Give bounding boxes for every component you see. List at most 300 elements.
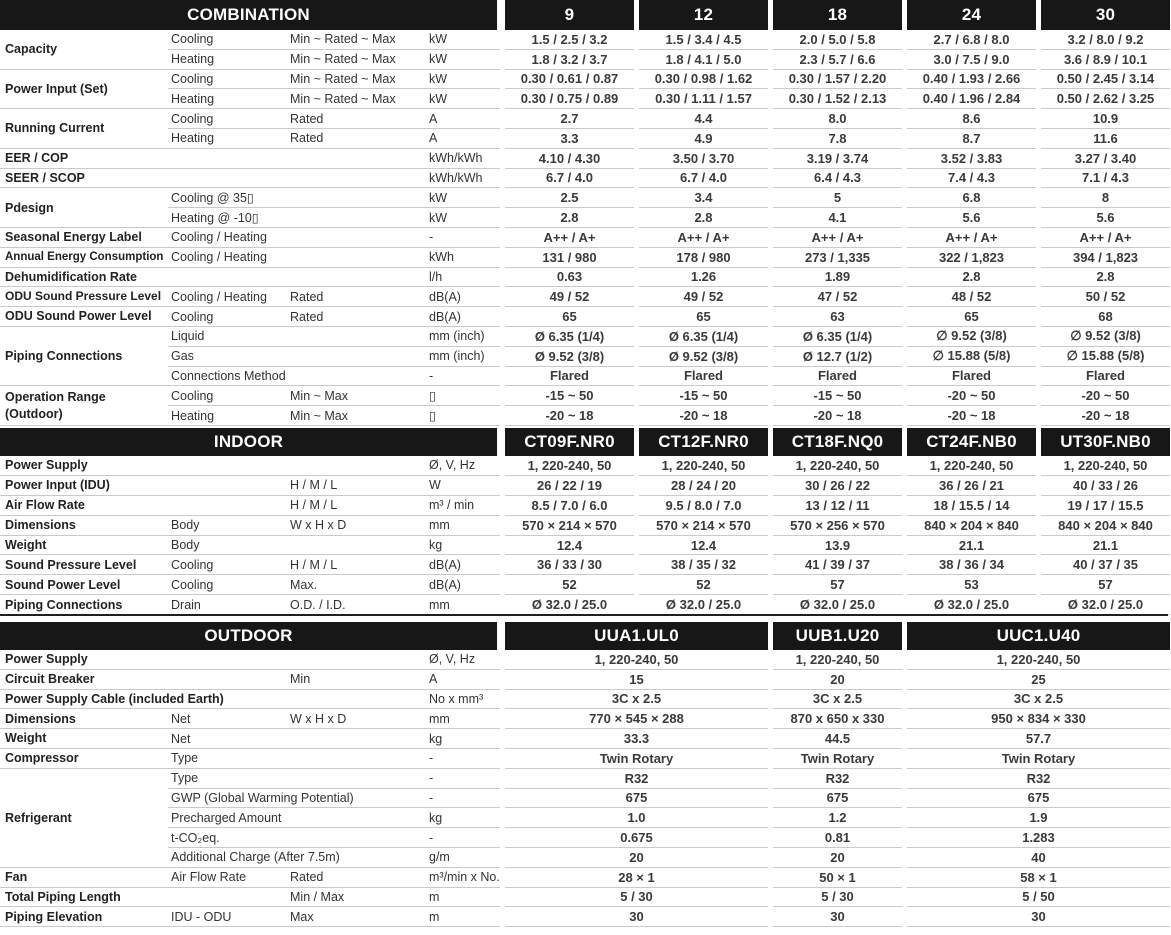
combination-value: Ø 12.7 (1/2) <box>773 347 902 367</box>
outdoor-value: 5 / 30 <box>773 888 902 908</box>
outdoor-section <box>0 622 1170 927</box>
row-category: Piping Connections <box>0 327 168 386</box>
row-unit: kW <box>425 70 500 90</box>
section-divider <box>0 614 1168 616</box>
combination-value: -15 ~ 50 <box>505 386 634 406</box>
combination-value: Flared <box>907 367 1036 387</box>
row-unit: mm <box>425 516 500 536</box>
outdoor-model-header: UUB1.U20 <box>773 622 902 650</box>
row-sublabel <box>168 456 288 476</box>
indoor-value: 1, 220-240, 50 <box>1041 456 1170 476</box>
row-condition <box>288 228 425 248</box>
combination-value: 3.3 <box>505 129 634 149</box>
indoor-value: 1, 220-240, 50 <box>639 456 768 476</box>
combination-value: 394 / 1,823 <box>1041 248 1170 268</box>
row-category: ODU Sound Pressure Level <box>0 287 168 307</box>
combination-value: -20 ~ 18 <box>907 406 1036 426</box>
row-category: ODU Sound Power Level <box>0 307 168 327</box>
combination-value: 4.10 / 4.30 <box>505 149 634 169</box>
row-unit: mm <box>425 709 500 729</box>
indoor-value: 38 / 36 / 34 <box>907 555 1036 575</box>
row-condition <box>288 248 425 268</box>
indoor-value: 570 × 214 × 570 <box>639 516 768 536</box>
row-category: Power Input (Set) <box>0 70 168 110</box>
combination-value: 65 <box>639 307 768 327</box>
indoor-value: 9.5 / 8.0 / 7.0 <box>639 496 768 516</box>
combination-value: Flared <box>773 367 902 387</box>
combination-value: -20 ~ 18 <box>639 406 768 426</box>
row-sublabel: Gas <box>168 347 288 367</box>
row-condition: Rated <box>288 129 425 149</box>
combination-value: Ø 9.52 (3/8) <box>639 347 768 367</box>
row-condition <box>288 188 425 208</box>
combination-value: 5.6 <box>907 208 1036 228</box>
row-condition: Min / Max <box>288 888 425 908</box>
row-sublabel: Cooling <box>168 70 288 90</box>
row-category: Power Input (IDU) <box>0 476 168 496</box>
row-unit: A <box>425 129 500 149</box>
indoor-value: 840 × 204 × 840 <box>907 516 1036 536</box>
outdoor-value: 30 <box>505 907 768 927</box>
outdoor-value: 1.0 <box>505 808 768 828</box>
outdoor-value: Twin Rotary <box>907 749 1170 769</box>
row-sublabel: Cooling <box>168 307 288 327</box>
row-unit: dB(A) <box>425 555 500 575</box>
outdoor-value: 1, 220-240, 50 <box>907 650 1170 670</box>
outdoor-value: 25 <box>907 670 1170 690</box>
outdoor-value: 58 × 1 <box>907 868 1170 888</box>
row-condition: H / M / L <box>288 476 425 496</box>
combination-value: 68 <box>1041 307 1170 327</box>
row-sublabel: Additional Charge (After 7.5m) <box>168 848 288 868</box>
indoor-value: 840 × 204 × 840 <box>1041 516 1170 536</box>
row-unit: ▯ <box>425 406 500 426</box>
row-condition: Min ~ Rated ~ Max <box>288 70 425 90</box>
row-unit: kg <box>425 729 500 749</box>
row-unit: - <box>425 789 500 809</box>
outdoor-value: R32 <box>773 769 902 789</box>
row-unit: kW <box>425 188 500 208</box>
combination-value: 10.9 <box>1041 109 1170 129</box>
indoor-value: Ø 32.0 / 25.0 <box>639 595 768 615</box>
row-condition: Max. <box>288 575 425 595</box>
row-sublabel <box>168 888 288 908</box>
combination-value: 0.63 <box>505 268 634 288</box>
outdoor-value: 1, 220-240, 50 <box>505 650 768 670</box>
row-unit: kW <box>425 208 500 228</box>
row-condition: Rated <box>288 307 425 327</box>
row-condition <box>288 367 425 387</box>
row-condition: H / M / L <box>288 496 425 516</box>
row-unit: - <box>425 769 500 789</box>
row-sublabel: Heating <box>168 89 288 109</box>
row-condition: H / M / L <box>288 555 425 575</box>
outdoor-value: 50 × 1 <box>773 868 902 888</box>
row-category: Compressor <box>0 749 168 769</box>
combination-value: 2.8 <box>907 268 1036 288</box>
row-condition <box>288 327 425 347</box>
row-category: Piping Connections <box>0 595 168 615</box>
combination-value: 4.4 <box>639 109 768 129</box>
outdoor-value: R32 <box>505 769 768 789</box>
combination-value: 178 / 980 <box>639 248 768 268</box>
row-unit: A <box>425 109 500 129</box>
row-unit: Ø, V, Hz <box>425 456 500 476</box>
combination-value: -15 ~ 50 <box>639 386 768 406</box>
row-category: Circuit Breaker <box>0 670 168 690</box>
indoor-value: 52 <box>505 575 634 595</box>
row-unit: dB(A) <box>425 307 500 327</box>
combination-value: 0.50 / 2.45 / 3.14 <box>1041 70 1170 90</box>
row-sublabel: Drain <box>168 595 288 615</box>
indoor-value: 12.4 <box>505 536 634 556</box>
row-unit: ▯ <box>425 386 500 406</box>
row-category: Total Piping Length <box>0 888 168 908</box>
combination-value: 49 / 52 <box>505 287 634 307</box>
row-condition: Max <box>288 907 425 927</box>
indoor-value: Ø 32.0 / 25.0 <box>907 595 1036 615</box>
indoor-model-header: UT30F.NB0 <box>1041 428 1170 456</box>
combination-value: 0.40 / 1.96 / 2.84 <box>907 89 1036 109</box>
combination-model-header: 24 <box>907 0 1036 30</box>
combination-value: Ø 9.52 (3/8) <box>505 347 634 367</box>
combination-value: 273 / 1,335 <box>773 248 902 268</box>
row-category: Sound Pressure Level <box>0 555 168 575</box>
row-sublabel: GWP (Global Warming Potential) <box>168 789 288 809</box>
outdoor-value: 5 / 30 <box>505 888 768 908</box>
combination-value: 6.7 / 4.0 <box>639 169 768 189</box>
row-sublabel: Heating <box>168 50 288 70</box>
row-unit: kWh/kWh <box>425 149 500 169</box>
combination-value: 3.19 / 3.74 <box>773 149 902 169</box>
indoor-value: 1, 220-240, 50 <box>773 456 902 476</box>
indoor-value: 570 × 214 × 570 <box>505 516 634 536</box>
combination-value: 2.0 / 5.0 / 5.8 <box>773 30 902 50</box>
outdoor-value: 870 x 650 x 330 <box>773 709 902 729</box>
row-condition: Rated <box>288 287 425 307</box>
outdoor-value: 30 <box>773 907 902 927</box>
row-unit: - <box>425 228 500 248</box>
combination-value: Flared <box>505 367 634 387</box>
indoor-value: 570 × 256 × 570 <box>773 516 902 536</box>
combination-value: 8.0 <box>773 109 902 129</box>
row-sublabel <box>168 169 288 189</box>
combination-value: 3.2 / 8.0 / 9.2 <box>1041 30 1170 50</box>
combination-value: -15 ~ 50 <box>773 386 902 406</box>
combination-value: 2.7 <box>505 109 634 129</box>
row-category: Power Supply Cable (included Earth) <box>0 690 168 710</box>
outdoor-value: 675 <box>773 789 902 809</box>
combination-value: 2.3 / 5.7 / 6.6 <box>773 50 902 70</box>
row-category: Dehumidification Rate <box>0 268 168 288</box>
row-condition: Min ~ Rated ~ Max <box>288 30 425 50</box>
indoor-value: Ø 32.0 / 25.0 <box>1041 595 1170 615</box>
row-condition <box>288 690 425 710</box>
combination-value: 65 <box>907 307 1036 327</box>
row-unit: - <box>425 367 500 387</box>
combination-value: 1.26 <box>639 268 768 288</box>
row-category: Seasonal Energy Label <box>0 228 168 248</box>
outdoor-value: 20 <box>773 848 902 868</box>
combination-value: Ø 6.35 (1/4) <box>505 327 634 347</box>
row-sublabel: Type <box>168 769 288 789</box>
row-category: Piping Elevation <box>0 907 168 927</box>
row-unit: kg <box>425 536 500 556</box>
row-sublabel: Body <box>168 536 288 556</box>
outdoor-value: 1.283 <box>907 828 1170 848</box>
row-sublabel: Net <box>168 729 288 749</box>
row-unit: - <box>425 828 500 848</box>
combination-value: 11.6 <box>1041 129 1170 149</box>
row-unit: m³/min x No. <box>425 868 500 888</box>
combination-value: 1.5 / 2.5 / 3.2 <box>505 30 634 50</box>
combination-value: 49 / 52 <box>639 287 768 307</box>
indoor-value: Ø 32.0 / 25.0 <box>773 595 902 615</box>
indoor-value: 1, 220-240, 50 <box>505 456 634 476</box>
row-unit: kWh <box>425 248 500 268</box>
row-category: Power Supply <box>0 456 168 476</box>
row-condition <box>288 149 425 169</box>
combination-value: 2.7 / 6.8 / 8.0 <box>907 30 1036 50</box>
combination-value: 5 <box>773 188 902 208</box>
indoor-value: 18 / 15.5 / 14 <box>907 496 1036 516</box>
outdoor-value: R32 <box>907 769 1170 789</box>
indoor-value: 40 / 37 / 35 <box>1041 555 1170 575</box>
indoor-model-header: CT12F.NR0 <box>639 428 768 456</box>
row-category: Annual Energy Consumption <box>0 248 168 268</box>
combination-value: 3.52 / 3.83 <box>907 149 1036 169</box>
row-sublabel: Cooling / Heating <box>168 248 288 268</box>
outdoor-value: 3C x 2.5 <box>773 690 902 710</box>
combination-value: A++ / A+ <box>773 228 902 248</box>
combination-value: 0.30 / 0.61 / 0.87 <box>505 70 634 90</box>
combination-model-header: 9 <box>505 0 634 30</box>
outdoor-value: 770 × 545 × 288 <box>505 709 768 729</box>
row-condition <box>288 347 425 367</box>
combination-value: 0.40 / 1.93 / 2.66 <box>907 70 1036 90</box>
row-condition: Min <box>288 670 425 690</box>
outdoor-value: 28 × 1 <box>505 868 768 888</box>
row-sublabel: Cooling @ 35▯ <box>168 188 288 208</box>
row-condition: Min ~ Max <box>288 386 425 406</box>
combination-value: 1.89 <box>773 268 902 288</box>
combination-value: 131 / 980 <box>505 248 634 268</box>
row-sublabel <box>168 268 288 288</box>
row-condition: W x H x D <box>288 516 425 536</box>
row-category: Weight <box>0 729 168 749</box>
combination-value: 1.5 / 3.4 / 4.5 <box>639 30 768 50</box>
outdoor-value: Twin Rotary <box>773 749 902 769</box>
outdoor-value: 15 <box>505 670 768 690</box>
indoor-value: 12.4 <box>639 536 768 556</box>
row-unit: - <box>425 749 500 769</box>
row-sublabel <box>168 496 288 516</box>
combination-value: ∅ 9.52 (3/8) <box>1041 327 1170 347</box>
combination-value: 3.4 <box>639 188 768 208</box>
combination-model-header: 18 <box>773 0 902 30</box>
row-condition <box>288 268 425 288</box>
indoor-model-header: CT24F.NB0 <box>907 428 1036 456</box>
row-sublabel: Cooling <box>168 555 288 575</box>
indoor-value: 8.5 / 7.0 / 6.0 <box>505 496 634 516</box>
row-condition <box>288 789 425 809</box>
combination-value: 0.30 / 1.52 / 2.13 <box>773 89 902 109</box>
row-sublabel: IDU - ODU <box>168 907 288 927</box>
combination-value: -20 ~ 18 <box>1041 406 1170 426</box>
outdoor-value: 1.9 <box>907 808 1170 828</box>
row-condition: Min ~ Rated ~ Max <box>288 89 425 109</box>
combination-value: A++ / A+ <box>907 228 1036 248</box>
outdoor-model-header: UUC1.U40 <box>907 622 1170 650</box>
indoor-model-header: CT18F.NQ0 <box>773 428 902 456</box>
combination-value: 2.8 <box>639 208 768 228</box>
row-sublabel <box>168 670 288 690</box>
row-unit: m <box>425 888 500 908</box>
combination-value: 8 <box>1041 188 1170 208</box>
combination-value: 8.7 <box>907 129 1036 149</box>
combination-value: 47 / 52 <box>773 287 902 307</box>
combination-value: 7.4 / 4.3 <box>907 169 1036 189</box>
combination-value: 1.8 / 3.2 / 3.7 <box>505 50 634 70</box>
indoor-title: INDOOR <box>0 428 497 456</box>
row-unit: mm (inch) <box>425 347 500 367</box>
combination-value: 50 / 52 <box>1041 287 1170 307</box>
row-condition: Min ~ Rated ~ Max <box>288 50 425 70</box>
row-category: Weight <box>0 536 168 556</box>
row-category: Operation Range (Outdoor) <box>0 386 168 426</box>
combination-value: -20 ~ 18 <box>505 406 634 426</box>
combination-value: 7.1 / 4.3 <box>1041 169 1170 189</box>
combination-section <box>0 0 1170 426</box>
combination-value: 2.8 <box>1041 268 1170 288</box>
combination-title: COMBINATION <box>0 0 497 30</box>
combination-value: 0.30 / 1.57 / 2.20 <box>773 70 902 90</box>
row-unit: W <box>425 476 500 496</box>
row-condition: Rated <box>288 109 425 129</box>
indoor-value: 41 / 39 / 37 <box>773 555 902 575</box>
outdoor-value: 950 × 834 × 330 <box>907 709 1170 729</box>
row-category: EER / COP <box>0 149 168 169</box>
indoor-value: 36 / 33 / 30 <box>505 555 634 575</box>
row-unit: Ø, V, Hz <box>425 650 500 670</box>
row-sublabel <box>168 149 288 169</box>
combination-value: 1.8 / 4.1 / 5.0 <box>639 50 768 70</box>
row-unit: A <box>425 670 500 690</box>
combination-value: 0.30 / 0.98 / 1.62 <box>639 70 768 90</box>
indoor-value: Ø 32.0 / 25.0 <box>505 595 634 615</box>
combination-value: 2.8 <box>505 208 634 228</box>
row-unit: dB(A) <box>425 575 500 595</box>
row-sublabel: Heating <box>168 129 288 149</box>
combination-value: 0.30 / 1.11 / 1.57 <box>639 89 768 109</box>
row-condition <box>288 749 425 769</box>
outdoor-value: 0.81 <box>773 828 902 848</box>
indoor-value: 36 / 26 / 21 <box>907 476 1036 496</box>
outdoor-value: 675 <box>907 789 1170 809</box>
combination-value: 6.8 <box>907 188 1036 208</box>
combination-value: 0.30 / 0.75 / 0.89 <box>505 89 634 109</box>
row-condition <box>288 828 425 848</box>
row-sublabel: Net <box>168 709 288 729</box>
row-category: Power Supply <box>0 650 168 670</box>
indoor-value: 13 / 12 / 11 <box>773 496 902 516</box>
row-category: Dimensions <box>0 709 168 729</box>
combination-value: A++ / A+ <box>1041 228 1170 248</box>
combination-value: -20 ~ 50 <box>907 386 1036 406</box>
outdoor-title: OUTDOOR <box>0 622 497 650</box>
outdoor-value: 33.3 <box>505 729 768 749</box>
indoor-value: 26 / 22 / 19 <box>505 476 634 496</box>
indoor-value: 57 <box>1041 575 1170 595</box>
outdoor-value: 57.7 <box>907 729 1170 749</box>
combination-value: 4.1 <box>773 208 902 228</box>
indoor-value: 1, 220-240, 50 <box>907 456 1036 476</box>
combination-value: 0.50 / 2.62 / 3.25 <box>1041 89 1170 109</box>
row-sublabel: Liquid <box>168 327 288 347</box>
combination-value: A++ / A+ <box>639 228 768 248</box>
row-unit: kg <box>425 808 500 828</box>
outdoor-value: 1.2 <box>773 808 902 828</box>
row-condition <box>288 650 425 670</box>
row-sublabel <box>168 690 288 710</box>
row-unit: dB(A) <box>425 287 500 307</box>
row-unit: kW <box>425 89 500 109</box>
combination-value: 48 / 52 <box>907 287 1036 307</box>
indoor-value: 28 / 24 / 20 <box>639 476 768 496</box>
combination-value: -20 ~ 50 <box>1041 386 1170 406</box>
combination-value: 3.0 / 7.5 / 9.0 <box>907 50 1036 70</box>
row-sublabel: Precharged Amount <box>168 808 288 828</box>
combination-value: Ø 6.35 (1/4) <box>639 327 768 347</box>
row-unit: mm <box>425 595 500 615</box>
combination-value: Flared <box>639 367 768 387</box>
row-category: Air Flow Rate <box>0 496 168 516</box>
outdoor-value: 0.675 <box>505 828 768 848</box>
row-condition: Rated <box>288 868 425 888</box>
row-category: Capacity <box>0 30 168 70</box>
row-category: SEER / SCOP <box>0 169 168 189</box>
row-category: Refrigerant <box>0 769 168 868</box>
indoor-value: 21.1 <box>907 536 1036 556</box>
combination-value: Flared <box>1041 367 1170 387</box>
combination-value: 4.9 <box>639 129 768 149</box>
row-condition <box>288 169 425 189</box>
combination-model-header: 30 <box>1041 0 1170 30</box>
row-sublabel: Air Flow Rate <box>168 868 288 888</box>
row-unit: g/m <box>425 848 500 868</box>
combination-value: 8.6 <box>907 109 1036 129</box>
row-category: Dimensions <box>0 516 168 536</box>
row-sublabel <box>168 476 288 496</box>
outdoor-value: 5 / 50 <box>907 888 1170 908</box>
row-unit: m <box>425 907 500 927</box>
indoor-value: 40 / 33 / 26 <box>1041 476 1170 496</box>
indoor-section <box>0 428 1170 615</box>
row-condition <box>288 729 425 749</box>
row-condition: Min ~ Max <box>288 406 425 426</box>
row-sublabel: Body <box>168 516 288 536</box>
combination-value: 6.7 / 4.0 <box>505 169 634 189</box>
combination-value: 3.6 / 8.9 / 10.1 <box>1041 50 1170 70</box>
row-unit: m³ / min <box>425 496 500 516</box>
outdoor-model-header: UUA1.UL0 <box>505 622 768 650</box>
outdoor-value: 20 <box>505 848 768 868</box>
outdoor-value: 44.5 <box>773 729 902 749</box>
outdoor-value: 40 <box>907 848 1170 868</box>
combination-value: -20 ~ 18 <box>773 406 902 426</box>
indoor-value: 21.1 <box>1041 536 1170 556</box>
row-sublabel: Cooling <box>168 30 288 50</box>
